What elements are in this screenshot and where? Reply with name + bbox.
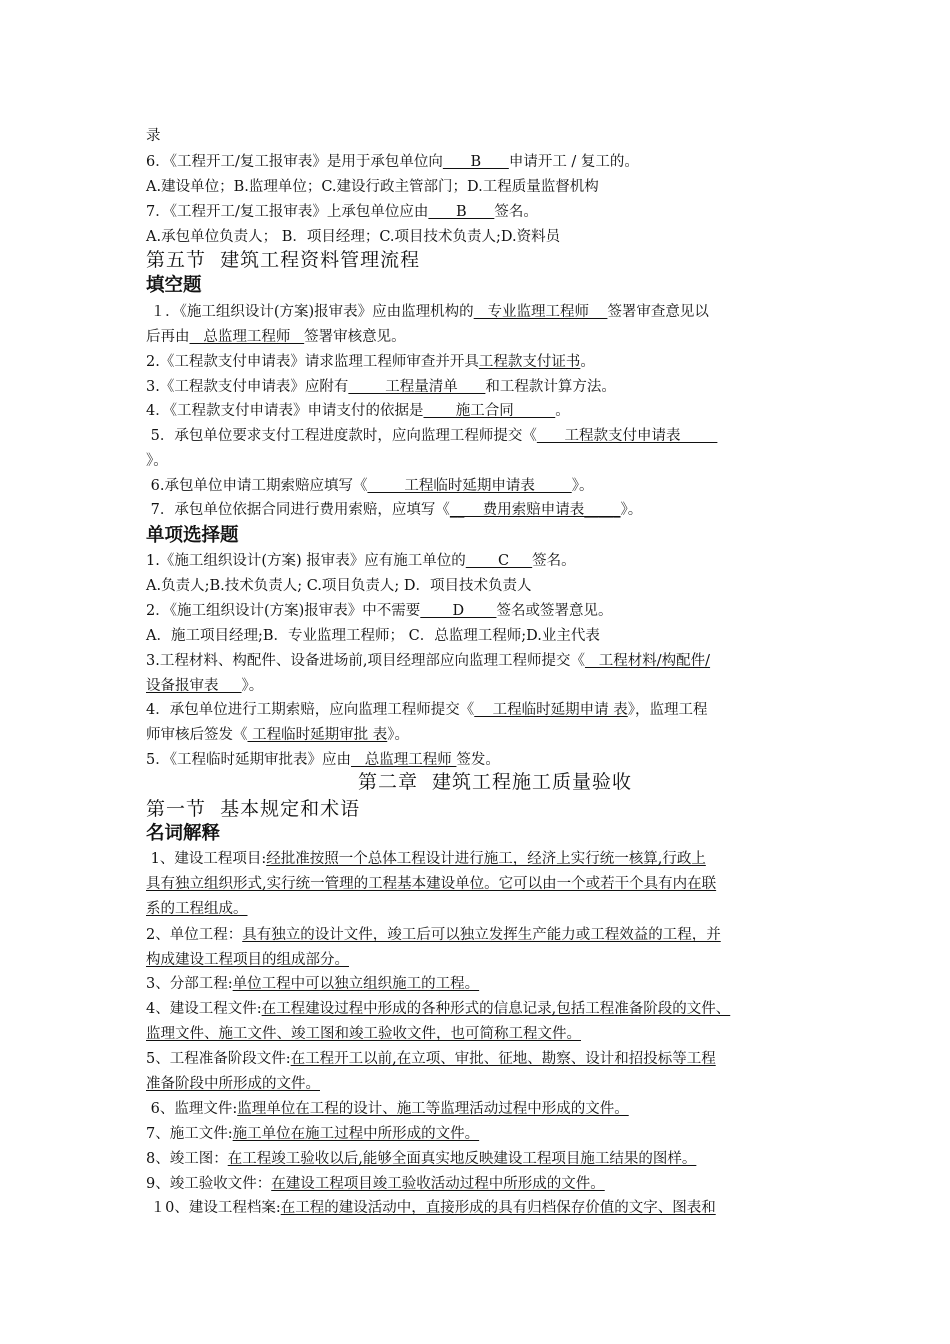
underlined-answer: 工程款支付申请表 [536,428,718,444]
underlined-answer: 准备阶段中所形成的文件。 [146,1076,320,1092]
text-line [146,874,716,894]
text-segment: 第一节 基本规定和术语 [146,798,361,820]
text-segment: 3、分部工程: [146,976,233,992]
text-line [146,551,576,571]
text-segment: 和工程款计算方法。 [485,379,616,395]
text-segment: 签发。 [456,752,500,768]
text-segment: 5、工程准备阶段文件: [146,1051,291,1067]
text-segment: 签名。 [532,553,576,569]
underlined-answer: 在工程开工以前,在立项、审批、征地、勘察、设计和招投标等工程 [290,1051,716,1067]
underlined-answer: 专业监理工程师 [473,304,608,320]
text-line [146,601,612,621]
text-segment: 》。 [620,502,643,518]
text-segment: 》。 [146,453,168,469]
text-line [146,302,709,322]
subsection-heading [146,276,202,296]
text-segment: 填空题 [146,275,202,296]
text-segment: 》。 [571,478,594,494]
section-heading [146,799,360,819]
text-line [146,1124,479,1144]
subsection-heading [146,824,220,844]
underlined-answer: 总监理工程师 [189,329,305,345]
underlined-answer: 在建设工程项目竣工验收活动过程中所形成的文件。 [271,1176,605,1192]
section-heading [146,250,420,270]
text-segment: 签名。 [494,204,538,220]
text-segment: A．施工项目经理;B．专业监理工程师； C．总监理工程师;D.业主代表 [146,628,600,644]
underlined-answer: 在工程竣工验收以后,能够全面真实地反映建设工程项目施工结果的图样。 [227,1151,697,1167]
underlined-answer: 单位工程中可以独立组织施工的工程。 [232,976,480,992]
text-segment: 第五节 建筑工程资料管理流程 [146,249,421,271]
text-line [146,426,717,446]
text-segment: A.建设单位；B.监理单位；C.建设行政主管部门；D.工程质量监督机构 [146,179,599,195]
text-line [146,377,616,397]
text-segment: 7．承包单位依据合同进行费用索赔，应填写《 [146,502,450,518]
text-segment: 。 [555,403,570,419]
text-segment: 1.《施工组织设计(方案) 报审表》应有施工单位的 [146,553,466,569]
text-line [146,576,532,596]
text-line [146,676,263,696]
text-segment: 》。 [241,678,264,694]
underlined-answer: 经批准按照一个总体工程设计进行施工，经济上实行统一核算,行政上 [266,851,706,867]
text-segment: 7、施工文件: [146,1126,233,1142]
text-line [146,476,593,496]
underlined-answer: 具有独立组织形式,实行统一管理的工程基本建设单位。它可以由一个或若干个具有内在联 [146,876,717,892]
underlined-answer: 监理单位在工程的设计、施工等监理活动过程中形成的文件。 [237,1101,629,1117]
text-segment: 签署审核意见。 [304,329,406,345]
text-line [146,925,721,945]
text-line [146,849,706,869]
text-line [146,626,600,646]
underlined-answer: D [420,603,497,619]
text-segment: 2．《施工组织设计(方案)报审表》中不需要 [146,603,421,619]
text-segment: 第二章 建筑工程施工质量验收 [357,771,633,793]
text-line [146,1074,320,1094]
text-line [146,1024,581,1044]
text-segment: 8、竣工图： [146,1151,228,1167]
text-segment: １．《施工组织设计(方案)报审表》应由监理机构的 [146,304,474,320]
text-segment: 9、竣工验收文件： [146,1176,272,1192]
text-line [146,1149,696,1169]
text-segment: 名词解释 [146,823,221,844]
text-line [146,899,248,919]
text-line [146,651,710,671]
text-line [146,1049,716,1069]
underlined-answer: 系的工程组成。 [146,901,248,917]
text-line [146,725,409,745]
text-segment: 6．《工程开工/复工报审表》是用于承包单位向 [146,154,443,170]
subsection-heading [146,526,239,546]
text-segment: 5．《工程临时延期审批表》应由 [146,752,351,768]
underlined-answer: 监理文件、施工文件、竣工图和竣工验收文件，也可简称工程文件。 [146,1026,581,1042]
text-line [146,352,595,372]
text-segment: 单项选择题 [146,525,239,546]
text-line [146,1198,716,1218]
text-segment: 师审核后签发《 [146,727,248,743]
text-segment: A.承包单位负责人； B．项目经理；C.项目技术负责人;D.资料员 [146,229,561,245]
text-segment: 》，监理工程 [627,702,708,718]
text-segment: 4、建设工程文件: [146,1001,262,1017]
underlined-answer: 具有独立的设计文件，竣工后可以独立发挥生产能力或工程效益的工程，并 [242,927,721,943]
text-line [146,700,708,720]
text-line [146,950,349,970]
text-segment: 2、单位工程： [146,927,243,943]
text-line [146,750,500,770]
underlined-answer: B [428,204,495,220]
text-line [146,401,570,421]
text-line [146,327,406,347]
text-segment: 申请开工 / 复工的。 [508,154,639,170]
text-segment: 3.工程材料、构配件、设备进场前,项目经理部应向监理工程师提交《 [146,653,585,669]
underlined-answer: 工程款支付证书 [478,354,581,370]
text-line [146,974,479,994]
text-segment: 2.《工程款支付申请表》请求监理工程师审查并开具 [146,354,479,370]
underlined-answer: 施工单位在施工过程中所形成的文件。 [232,1126,480,1142]
text-line [146,1174,605,1194]
text-line [146,451,168,471]
text-segment: 》。 [387,727,409,743]
underlined-answer: 总监理工程师 [350,752,457,768]
text-line [146,202,538,222]
text-segment: 4．《工程款支付申请表》申请支付的依据是 [146,403,424,419]
text-segment: 7．《工程开工/复工报审表》上承包单位应由 [146,204,429,220]
text-segment: 1、建设工程项目: [146,851,267,867]
text-segment: 签署审查意见以 [607,304,709,320]
underlined-answer: C [465,553,533,569]
underlined-answer: 设备报审表 [146,678,242,694]
underlined-answer: __ 费用索赔申请表_____ [449,502,621,518]
text-line [146,999,730,1019]
underlined-answer: 构成建设工程项目的组成部分。 [146,952,349,968]
underlined-answer: 工程材料/构配件/ [584,653,711,669]
underlined-answer: 工程临时延期申请 表 [474,702,628,718]
underlined-answer: 工程临时延期申请表 [367,478,572,494]
underlined-answer: B [442,154,509,170]
chapter-heading [0,772,950,792]
text-segment: 。 [580,354,595,370]
text-segment: 6、监理文件: [146,1101,238,1117]
underlined-answer: 工程量清单 [348,379,486,395]
text-line [146,152,639,172]
underlined-answer: 在工程的建设活动中，直接形成的具有归档保存价值的文字、图表和 [280,1200,716,1216]
text-segment: 录 [146,128,161,144]
text-line [146,500,642,520]
text-line [146,177,599,197]
text-segment: 后再由 [146,329,190,345]
text-segment: 4．承包单位进行工期索赔，应向监理工程师提交《 [146,702,475,718]
text-segment: １0、建设工程档案: [146,1200,281,1216]
text-segment: 签名或签署意见。 [496,603,613,619]
text-line [146,1099,629,1119]
text-segment: A.负责人;B.技术负责人; C.项目负责人; D．项目技术负责人 [146,578,532,594]
text-line [146,126,161,146]
underlined-answer: 施工合同 [423,403,556,419]
text-line [146,227,560,247]
text-segment: 5．承包单位要求支付工程进度款时，应向监理工程师提交《 [146,428,537,444]
underlined-answer: 在工程建设过程中形成的各种形式的信息记录,包括工程准备阶段的文件、 [261,1001,731,1017]
text-segment: 6.承包单位申请工期索赔应填写《 [146,478,368,494]
text-segment: 3.《工程款支付申请表》应附有 [146,379,349,395]
underlined-answer: 工程临时延期审批 表 [247,727,388,743]
